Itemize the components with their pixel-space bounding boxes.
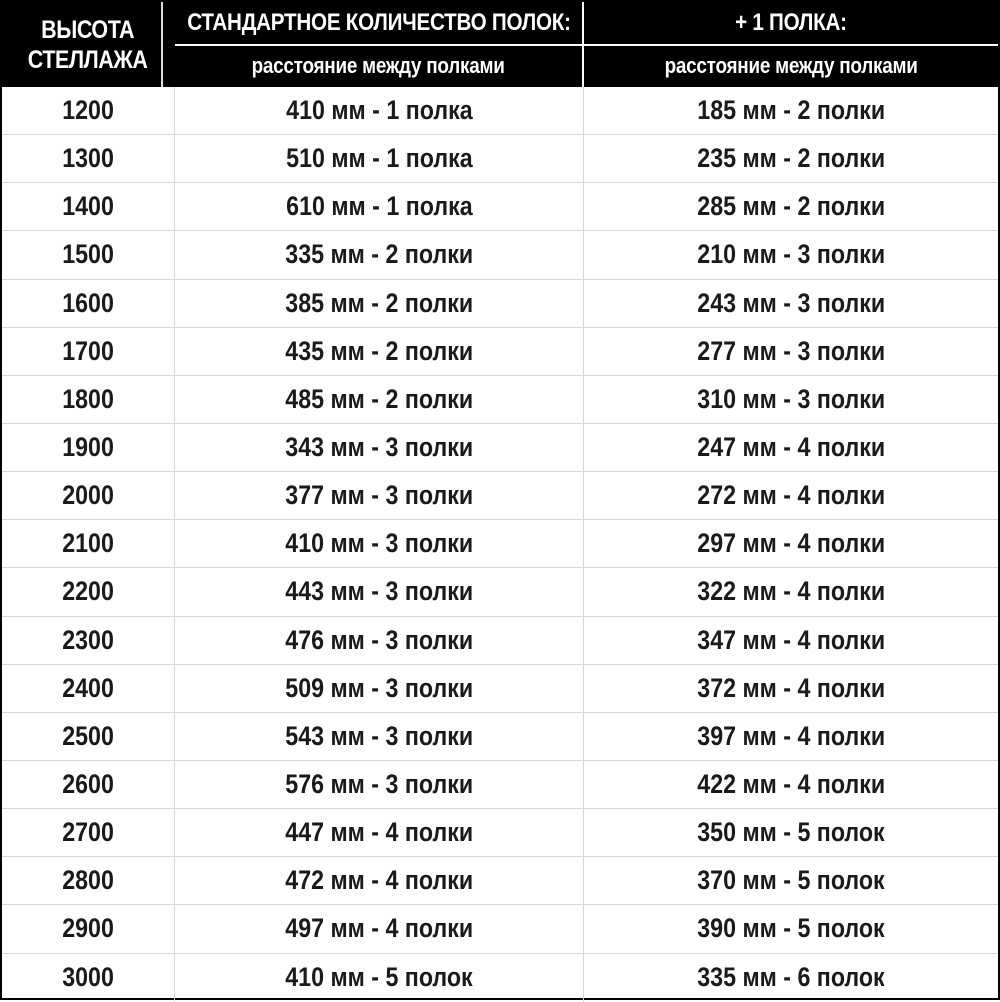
plus-one-spacing-cell-text: 422 мм - 4 полки	[697, 769, 885, 800]
rack-height-cell	[2, 617, 175, 664]
rack-height-cell-text: 3000	[62, 962, 114, 993]
plus-one-spacing-cell-text: 247 мм - 4 полки	[697, 432, 885, 463]
plus-one-spacing-cell	[584, 520, 998, 567]
standard-spacing-cell	[175, 809, 584, 856]
rack-height-cell	[2, 183, 175, 230]
standard-spacing-cell	[175, 713, 584, 760]
standard-spacing-cell-text: 576 мм - 3 полки	[285, 769, 473, 800]
rack-height-cell-text: 2900	[62, 913, 114, 944]
plus-one-spacing-cell-text: 372 мм - 4 полки	[697, 672, 885, 703]
standard-spacing-cell	[175, 617, 584, 664]
plus-one-spacing-cell-text: 397 мм - 4 полки	[697, 720, 885, 751]
rack-height-cell	[2, 87, 175, 134]
plus-one-spacing-cell	[584, 135, 998, 182]
header-rack-height-line1: ВЫСОТА	[41, 15, 135, 44]
table-row	[2, 520, 998, 568]
plus-one-spacing-cell	[584, 376, 998, 423]
rack-height-cell-text: 2600	[62, 769, 114, 800]
plus-one-spacing-cell	[584, 328, 998, 375]
standard-spacing-cell	[175, 857, 584, 904]
plus-one-spacing-cell	[584, 713, 998, 760]
standard-spacing-cell	[175, 376, 584, 423]
standard-spacing-cell	[175, 472, 584, 519]
plus-one-spacing-cell-text: 335 мм - 6 полок	[697, 962, 885, 993]
plus-one-spacing-cell-text: 243 мм - 3 полки	[697, 287, 885, 318]
standard-spacing-cell-text: 509 мм - 3 полки	[285, 672, 473, 703]
plus-one-spacing-cell-text: 347 мм - 4 полки	[697, 624, 885, 655]
standard-spacing-cell-text: 443 мм - 3 полки	[285, 576, 473, 607]
standard-spacing-cell	[175, 135, 584, 182]
plus-one-spacing-cell-text: 370 мм - 5 полок	[697, 865, 885, 896]
table-row	[2, 761, 998, 809]
rack-height-cell-text: 2400	[62, 672, 114, 703]
rack-height-cell	[2, 905, 175, 952]
standard-spacing-cell	[175, 87, 584, 134]
table-row	[2, 665, 998, 713]
plus-one-spacing-cell	[584, 424, 998, 471]
rack-height-cell	[2, 520, 175, 567]
plus-one-spacing-cell	[584, 617, 998, 664]
table-row	[2, 472, 998, 520]
plus-one-spacing-cell	[584, 857, 998, 904]
standard-spacing-cell-text: 435 мм - 2 полки	[285, 335, 473, 366]
standard-spacing-cell-text: 472 мм - 4 полки	[285, 865, 473, 896]
table-row	[2, 905, 998, 953]
plus-one-spacing-cell-text: 210 мм - 3 полки	[697, 239, 885, 270]
table-row	[2, 328, 998, 376]
standard-spacing-cell-text: 410 мм - 3 полки	[285, 528, 473, 559]
standard-spacing-cell	[175, 954, 584, 1002]
standard-spacing-cell-text: 610 мм - 1 полка	[285, 191, 473, 222]
plus-one-spacing-cell-text: 350 мм - 5 полок	[697, 817, 885, 848]
header-plus-one-title: + 1 ПОЛКА:	[735, 9, 847, 36]
standard-spacing-cell-text: 410 мм - 1 полка	[285, 95, 473, 126]
rack-height-cell-text: 1400	[62, 191, 114, 222]
standard-spacing-cell	[175, 568, 584, 615]
rack-height-cell	[2, 376, 175, 423]
rack-height-cell-text: 1700	[62, 335, 114, 366]
table-row	[2, 809, 998, 857]
header-standard	[175, 2, 584, 87]
plus-one-spacing-cell	[584, 954, 998, 1002]
rack-height-cell-text: 2100	[62, 528, 114, 559]
table-row	[2, 424, 998, 472]
standard-spacing-cell	[175, 328, 584, 375]
standard-spacing-cell-text: 485 мм - 2 полки	[285, 383, 473, 414]
plus-one-spacing-cell-text: 272 мм - 4 полки	[697, 480, 885, 511]
plus-one-spacing-cell-text: 310 мм - 3 полки	[697, 383, 885, 414]
table-row	[2, 231, 998, 279]
rack-height-cell	[2, 280, 175, 327]
standard-spacing-cell-text: 497 мм - 4 полки	[285, 913, 473, 944]
rack-height-cell	[2, 761, 175, 808]
rack-height-cell-text: 1200	[62, 95, 114, 126]
plus-one-spacing-cell	[584, 665, 998, 712]
table-header	[2, 2, 998, 87]
plus-one-spacing-cell	[584, 905, 998, 952]
standard-spacing-cell-text: 447 мм - 4 полки	[285, 817, 473, 848]
plus-one-spacing-cell	[584, 231, 998, 278]
plus-one-spacing-cell	[584, 568, 998, 615]
table-row	[2, 713, 998, 761]
standard-spacing-cell-text: 335 мм - 2 полки	[285, 239, 473, 270]
rack-height-cell	[2, 472, 175, 519]
standard-spacing-cell-text: 510 мм - 1 полка	[285, 143, 473, 174]
standard-spacing-cell	[175, 183, 584, 230]
rack-height-cell	[2, 135, 175, 182]
standard-spacing-cell-text: 377 мм - 3 полки	[285, 480, 473, 511]
rack-height-cell-text: 1900	[62, 432, 114, 463]
standard-spacing-cell	[175, 665, 584, 712]
standard-spacing-cell	[175, 520, 584, 567]
plus-one-spacing-cell	[584, 183, 998, 230]
standard-spacing-cell	[175, 905, 584, 952]
table-row	[2, 280, 998, 328]
header-rack-height-line2: СТЕЛЛАЖА	[27, 45, 148, 74]
rack-height-cell	[2, 713, 175, 760]
header-standard-title: СТАНДАРТНОЕ КОЛИЧЕСТВО ПОЛОК:	[186, 9, 571, 36]
rack-height-cell	[2, 809, 175, 856]
table-body	[2, 87, 998, 1002]
table-row	[2, 857, 998, 905]
table-row	[2, 617, 998, 665]
rack-height-cell	[2, 424, 175, 471]
header-standard-subtitle: расстояние между полками	[251, 52, 506, 78]
rack-height-cell-text: 2800	[62, 865, 114, 896]
plus-one-spacing-cell	[584, 472, 998, 519]
table-row	[2, 183, 998, 231]
plus-one-spacing-cell-text: 185 мм - 2 полки	[697, 95, 885, 126]
rack-height-cell-text: 2500	[62, 720, 114, 751]
plus-one-spacing-cell-text: 390 мм - 5 полок	[697, 913, 885, 944]
plus-one-spacing-cell	[584, 809, 998, 856]
standard-spacing-cell	[175, 424, 584, 471]
rack-height-cell-text: 1800	[62, 383, 114, 414]
rack-height-cell-text: 2300	[62, 624, 114, 655]
standard-spacing-cell-text: 410 мм - 5 полок	[285, 962, 473, 993]
table-row	[2, 376, 998, 424]
standard-spacing-cell	[175, 761, 584, 808]
rack-height-cell	[2, 954, 175, 1002]
rack-height-cell	[2, 328, 175, 375]
rack-height-cell	[2, 857, 175, 904]
header-plus-one-subtitle: расстояние между полками	[664, 52, 918, 78]
rack-height-cell-text: 1300	[62, 143, 114, 174]
plus-one-spacing-cell-text: 277 мм - 3 полки	[697, 335, 885, 366]
plus-one-spacing-cell-text: 297 мм - 4 полки	[697, 528, 885, 559]
plus-one-spacing-cell-text: 285 мм - 2 полки	[697, 191, 885, 222]
standard-spacing-cell	[175, 231, 584, 278]
header-rack-height	[14, 2, 163, 87]
rack-height-cell-text: 1600	[62, 287, 114, 318]
plus-one-spacing-cell-text: 322 мм - 4 полки	[697, 576, 885, 607]
plus-one-spacing-cell-text: 235 мм - 2 полки	[697, 143, 885, 174]
table-row	[2, 87, 998, 135]
standard-spacing-cell	[175, 280, 584, 327]
standard-spacing-cell-text: 385 мм - 2 полки	[285, 287, 473, 318]
table-row	[2, 135, 998, 183]
plus-one-spacing-cell	[584, 87, 998, 134]
plus-one-spacing-cell	[584, 280, 998, 327]
rack-height-cell	[2, 665, 175, 712]
rack-height-cell-text: 2700	[62, 817, 114, 848]
rack-height-cell-text: 2000	[62, 480, 114, 511]
rack-height-cell-text: 1500	[62, 239, 114, 270]
table-row	[2, 568, 998, 616]
standard-spacing-cell-text: 476 мм - 3 полки	[285, 624, 473, 655]
rack-height-cell	[2, 568, 175, 615]
standard-spacing-cell-text: 343 мм - 3 полки	[285, 432, 473, 463]
rack-height-cell-text: 2200	[62, 576, 114, 607]
standard-spacing-cell-text: 543 мм - 3 полки	[285, 720, 473, 751]
header-plus-one	[584, 2, 998, 87]
plus-one-spacing-cell	[584, 761, 998, 808]
rack-height-cell	[2, 231, 175, 278]
table-row	[2, 954, 998, 1002]
